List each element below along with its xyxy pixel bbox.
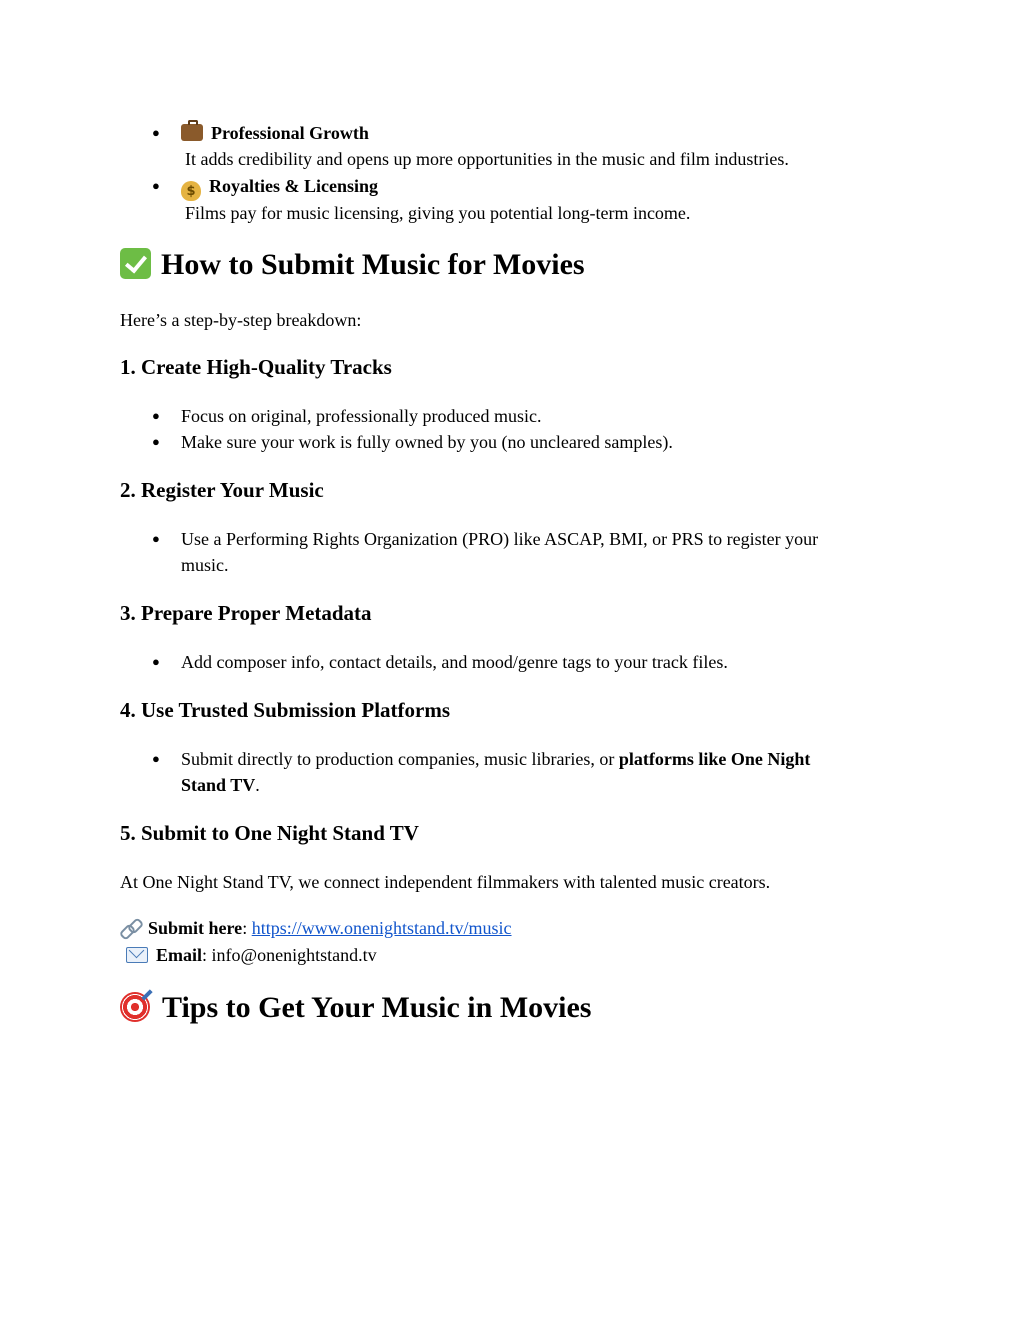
briefcase-icon (181, 124, 203, 141)
envelope-icon (126, 947, 148, 963)
check-mark-icon (120, 248, 151, 279)
separator: : (242, 918, 252, 938)
step-heading: 2. Register Your Music (120, 478, 324, 502)
submit-label: Submit here (148, 918, 243, 938)
section-heading-tips (120, 988, 591, 1028)
benefit-description: It adds credibility and opens up more opportunities in the music and film industries. (185, 149, 789, 169)
step-heading: 3. Prepare Proper Metadata (120, 601, 372, 625)
section-heading-how-to-submit (120, 245, 585, 285)
separator: : (202, 945, 212, 965)
intro-paragraph: Here’s a step-by-step breakdown: (120, 310, 362, 330)
benefit-item-title (181, 173, 378, 201)
benefit-title: Professional Growth (211, 123, 369, 143)
email-address: info@onenightstand.tv (211, 945, 377, 965)
bullet-marker: ● (152, 178, 160, 193)
heading-text: How to Submit Music for Movies (161, 248, 585, 281)
list-item: Focus on original, professionally produced music. (181, 406, 542, 426)
email-line (126, 942, 377, 968)
benefit-item-title (181, 120, 369, 146)
list-item: Use a Performing Rights Organization (PRO) like ASCAP, BMI, or PRS to register your (181, 529, 819, 549)
list-item-continuation (181, 772, 260, 798)
benefit-description: Films pay for music licensing, giving you potential long-term income. (185, 203, 691, 223)
money-bag-icon: $ (181, 181, 201, 201)
list-item: Add composer info, contact details, and mood/genre tags to your track files. (181, 652, 728, 672)
list-item-bold-text: platforms like One Night (618, 749, 811, 769)
bullet-marker: ● (152, 408, 160, 423)
list-item (181, 746, 810, 772)
step-heading: 1. Create High-Quality Tracks (120, 355, 392, 379)
target-icon (120, 992, 150, 1022)
email-label: Email (156, 945, 203, 965)
list-item-text: . (255, 775, 260, 795)
bullet-marker: ● (152, 751, 160, 766)
list-item: Make sure your work is fully owned by you (no uncleared samples). (181, 432, 673, 452)
list-item-bold-text: Stand TV (181, 775, 256, 795)
bullet-marker: ● (152, 125, 160, 140)
list-item-text: Submit directly to production companies, music libraries, or (181, 749, 619, 769)
link-icon (120, 919, 142, 937)
step-paragraph: At One Night Stand TV, we connect independent filmmakers with talented music creators. (120, 872, 771, 892)
submit-line (120, 915, 512, 941)
benefit-title: Royalties & Licensing (209, 176, 378, 196)
bullet-marker: ● (152, 531, 160, 546)
bullet-marker: ● (152, 654, 160, 669)
submit-url-link[interactable]: https://www.onenightstand.tv/music (251, 918, 512, 938)
step-heading: 5. Submit to One Night Stand TV (120, 821, 419, 845)
heading-text: Tips to Get Your Music in Movies (162, 991, 592, 1024)
list-item-continuation: music. (181, 555, 229, 575)
bullet-marker: ● (152, 434, 160, 449)
step-heading: 4. Use Trusted Submission Platforms (120, 698, 451, 722)
